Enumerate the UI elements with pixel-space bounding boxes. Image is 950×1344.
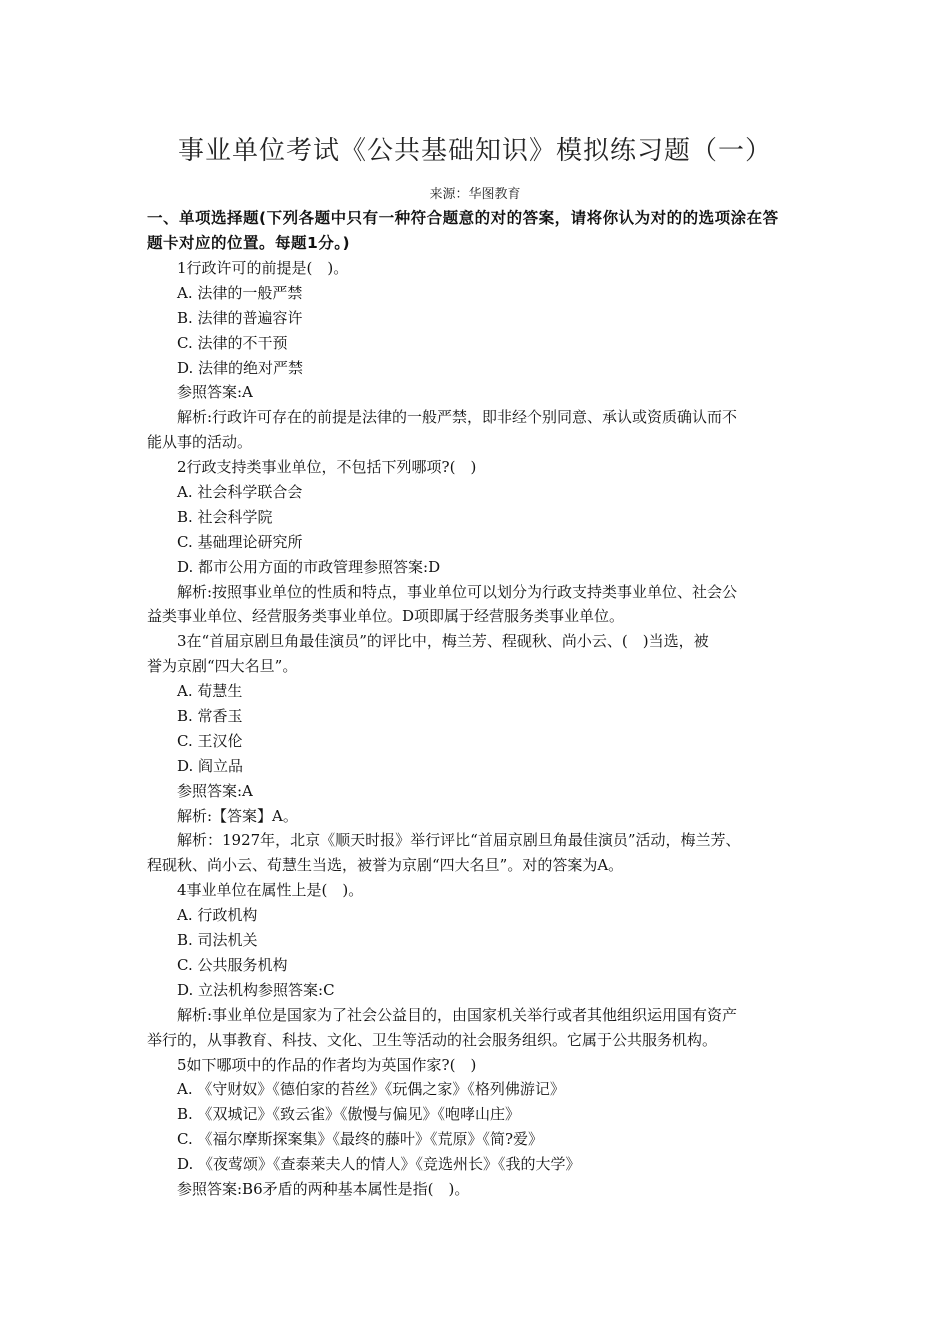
text-line: 4事业单位在属性上是( )。	[177, 881, 364, 900]
text-line: 誉为京剧“四大名旦”。	[147, 657, 298, 676]
text-line: D. 阎立品	[177, 756, 244, 775]
document-body	[147, 256, 817, 1202]
text-line: 解析：1927年，北京《顺天时报》举行评比“首届京剧旦角最佳演员”活动，梅兰芳、	[177, 831, 741, 850]
text-line: 能从事的活动。	[147, 433, 253, 452]
text-line: 解析:按照事业单位的性质和特点，事业单位可以划分为行政支持类事业单位、社会公	[177, 582, 738, 601]
section-heading	[147, 206, 827, 256]
text-line: A. 荀慧生	[177, 682, 243, 701]
text-line: C. 公共服务机构	[177, 955, 288, 974]
text-line: 参照答案:A	[177, 383, 253, 402]
text-line: A. 社会科学联合会	[177, 483, 303, 502]
text-line: C. 《福尔摩斯探案集》《最终的藤叶》《荒原》《简?爱》	[177, 1130, 544, 1149]
text-line: 解析:事业单位是国家为了社会公益目的，由国家机关举行或者其他组织运用国有资产	[177, 1005, 738, 1024]
text-line: C. 法律的不干预	[177, 333, 288, 352]
text-line: A. 行政机构	[177, 906, 258, 925]
text-line: B. 《双城记》《致云雀》《傲慢与偏见》《咆哮山庄》	[177, 1105, 521, 1124]
text-line: C. 王汉伦	[177, 731, 243, 750]
text-line: 3在“首届京剧旦角最佳演员”的评比中，梅兰芳、程砚秋、尚小云、( )当选，被	[177, 632, 709, 651]
text-line: B. 司法机关	[177, 931, 258, 950]
text-line: A. 《守财奴》《德伯家的苔丝》《玩偶之家》《格列佛游记》	[177, 1080, 565, 1099]
text-line: A. 法律的一般严禁	[177, 283, 303, 302]
text-line: 益类事业单位、经营服务类事业单位。D项即属于经营服务类事业单位。	[147, 607, 625, 626]
text-line: C. 基础理论研究所	[177, 532, 303, 551]
text-line: 参照答案:B6矛盾的两种基本属性是指( )。	[177, 1179, 470, 1198]
text-line: 1行政许可的前提是( )。	[177, 259, 349, 277]
section-heading-line: 一、单项选择题(下列各题中只有一种符合题意的对的答案，请将你认为对的的选项涂在答	[147, 209, 779, 227]
text-line: 2行政支持类事业单位，不包括下列哪项?( )	[177, 458, 477, 477]
text-line: 参照答案:A	[177, 781, 253, 800]
text-line: D. 法律的绝对严禁	[177, 358, 304, 377]
text-line: B. 法律的普遍容许	[177, 308, 303, 327]
text-line: D. 都市公用方面的市政管理参照答案:D	[177, 557, 441, 576]
source-line: 来源：华图教育	[429, 187, 521, 202]
section-heading-line: 题卡对应的位置。每题1分。)	[147, 234, 351, 252]
text-line: 解析:行政许可存在的前提是法律的一般严禁，即非经个别同意、承认或资质确认而不	[177, 408, 738, 427]
text-line: 5如下哪项中的作品的作者均为英国作家?( )	[177, 1055, 477, 1074]
document-title: 事业单位考试《公共基础知识》模拟练习题（一）	[177, 136, 772, 166]
text-line: D. 立法机构参照答案:C	[177, 980, 335, 999]
text-line: 解析:【答案】A。	[177, 806, 298, 825]
text-line: 程砚秋、尚小云、荀慧生当选，被誉为京剧“四大名旦”。对的答案为A。	[147, 856, 624, 875]
text-line: D. 《夜莺颂》《查泰莱夫人的情人》《竞选州长》《我的大学》	[177, 1155, 581, 1174]
text-line: B. 社会科学院	[177, 507, 273, 526]
text-line: 举行的，从事教育、科技、文化、卫生等活动的社会服务组织。它属于公共服务机构。	[147, 1030, 718, 1049]
text-line: B. 常香玉	[177, 707, 243, 726]
